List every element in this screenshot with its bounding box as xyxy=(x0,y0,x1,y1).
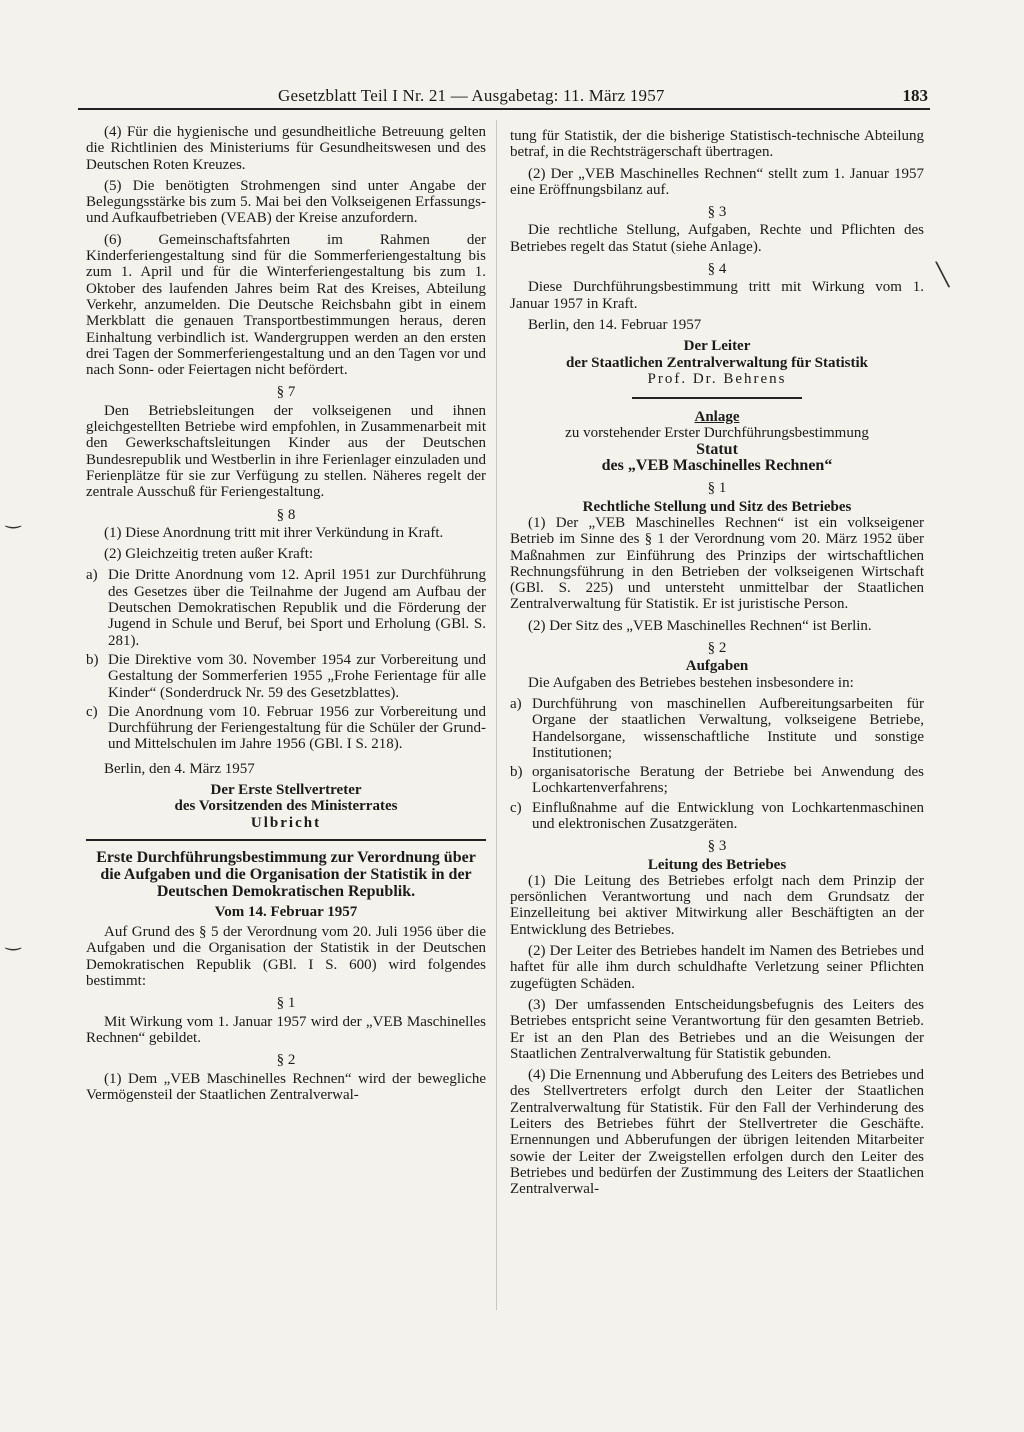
header-title: Gesetzblatt Teil I Nr. 21 — Ausgabetag: 11. März 1957 xyxy=(278,86,665,105)
statute-section-1-paragraph-2: (2) Der Sitz des „VEB Maschinelles Rechnen“ ist Berlin. xyxy=(528,617,872,634)
decree-section-2-text: (1) Dem „VEB Maschinelles Rechnen“ wird der bewegliche Vermögensteil der Staatlichen Zentralverwal- xyxy=(86,1070,486,1103)
list-item xyxy=(510,764,924,797)
list-item-text: Durchführung von maschinellen Aufbereitungsarbeiten für Organe der staatlichen Verwaltung, volkseigene Betriebe, Handelsorgane, wissenschaftliche Institute und sonstige Institutionen; xyxy=(532,695,924,761)
statute-section-1-heading: § 1 xyxy=(707,480,727,497)
signature-role-line-1: Der Leiter xyxy=(683,338,751,355)
margin-pen-mark: ╲ xyxy=(936,262,950,287)
signature-role-line-1: Der Erste Stellvertreter xyxy=(210,781,362,798)
list-item-label: a) xyxy=(86,567,98,584)
list-item xyxy=(510,800,924,833)
signature-date: Berlin, den 4. März 1957 xyxy=(104,760,255,777)
annex-divider xyxy=(632,397,802,399)
list-item-label: c) xyxy=(86,703,98,720)
decree-section-1-text: Mit Wirkung vom 1. Januar 1957 wird der „VEB Maschinelles Rechnen“ gebildet. xyxy=(86,1013,486,1046)
annex-title: Anlage xyxy=(694,409,740,426)
statute-section-3-paragraph-1: (1) Die Leitung des Betriebes erfolgt nach dem Prinzip der persönlichen Verantwortung und nach dem Grundsatz der Einzelleitung bei aktiver Mitwirkung aller Beschäftigten an der Entwicklung des Betriebes. xyxy=(510,872,924,938)
header-rule xyxy=(78,108,930,110)
section-7-heading: § 7 xyxy=(276,384,296,401)
paragraph-4: (4) Für die hygienische und gesundheitliche Betreuung gelten die Richtlinien des Ministeriums für Gesundheitswesen und des Deutschen Roten Kreuzes. xyxy=(86,124,486,173)
annex-subtitle: zu vorstehender Erster Durchführungsbestimmung xyxy=(565,425,869,442)
list-item xyxy=(86,567,486,648)
section-7-text: Den Betriebsleitungen der volkseigenen und ihnen gleichgestellten Betriebe wird empfohlen, in Zusammenarbeit mit den Gewerkschaftsleitungen Kinder aus der Deutschen Bundesrepublik und Westberlin in ihre Ferienlager einzuladen und Ferienplätze für sie zur Verfügung zu stellen. Näheres regelt der zentrale Ausschuß für Feriengestaltung. xyxy=(86,402,486,501)
margin-pen-mark: ‿ xyxy=(6,930,21,950)
statute-section-1-title: Rechtliche Stellung und Sitz des Betriebes xyxy=(582,498,852,515)
page-header xyxy=(78,84,928,110)
document-date: Vom 14. Februar 1957 xyxy=(214,903,358,920)
statute-section-1-paragraph-1: (1) Der „VEB Maschinelles Rechnen“ ist ein volkseigener Betrieb im Sinne des § 1 der Verordnung vom 20. März 1952 über Maßnahmen zur Einführung des Prinzips der wirtschaftlichen Rechnungsführung in den Betrieben der volkseigenen Wirtschaft (GBl. S. 225) und untersteht unmittelbar der Staatlichen Zentralverwaltung für Statistik. Er ist juristische Person. xyxy=(510,514,924,613)
signature-date: Berlin, den 14. Februar 1957 xyxy=(528,316,702,333)
statute-title: Statut xyxy=(696,440,738,458)
statute-section-3-paragraph-4: (4) Die Ernennung und Abberufung des Leiters des Betriebes und des Stellvertreters erfolgt durch den Leiter der Staatlichen Zentralverwaltung für Statistik. Für den Fall der Verhinderung des Leiters des Betriebes führt der Stellvertreter die Geschäfte. Ernennungen und Abberufungen der übrigen leitenden Mitarbeiter sowie der Leiter der Zweigstellen erfolgen durch den Leiter des Betriebes und bedürfen der Zustimmung des Leiters der Staatlichen Zentralverwal- xyxy=(510,1067,924,1198)
continuation-text: tung für Statistik, der die bisherige Statistisch-technische Abteilung betraf, in die Rechtsträgerschaft übertragen. xyxy=(510,128,924,161)
signature-role-line-2: der Staatlichen Zentralverwaltung für Statistik xyxy=(566,354,868,371)
list-item-text: Die Dritte Anordnung vom 12. April 1951 zur Durchführung des Gesetzes über die Teilnahme der Jugend am Aufbau der Deutschen Demokratischen Republik und die Förderung der Jugend in Schule und Beruf, bei Sport und Erholung (GBl. S. 281). xyxy=(108,567,486,649)
margin-pen-mark: ‿ xyxy=(6,508,21,528)
page-number: 183 xyxy=(902,86,928,105)
statute-section-2-intro: Die Aufgaben des Betriebes bestehen insbesondere in: xyxy=(528,674,854,691)
paragraph-6: (6) Gemeinschaftsfahrten im Rahmen der Kinderferiengestaltung sind für die Sommerferiengestaltung bis zum 1. April und für die Winterferiengestaltung bis zum 1. Oktober des laufenden Jahres beim Rat des Kreises, Abteilung Verkehr, anzumelden. Die Deutsche Reichsbahn gibt in einem Merkblatt die genauen Transportbestimmungen heraus, deren Einhaltung verbindlich ist. Wandergruppen werden an den ersten drei Tagen der Sommerferiengestaltung und an den Tagen vor und nach Sonn- oder Feiertagen nicht befördert. xyxy=(86,231,486,379)
document-intro: Auf Grund des § 5 der Verordnung vom 20. Juli 1956 über die Aufgaben und die Organisation der Statistik in der Deutschen Demokratischen Republik (GBl. I S. 600) wird folgendes bestimmt: xyxy=(86,924,486,990)
section-8-heading: § 8 xyxy=(276,506,296,523)
signature-role-line-2: des Vorsitzenden des Ministerrates xyxy=(174,798,398,815)
list-item-text: organisatorische Beratung der Betriebe bei Anwendung des Lochkartenverfahrens; xyxy=(532,764,924,797)
list-item-text: Die Anordnung vom 10. Februar 1956 zur Vorbereitung und Durchführung der Feriengestaltung für die Schüler der Grund- und Mittelschulen im Jahre 1956 (GBl. I S. 218). xyxy=(108,703,486,753)
statute-section-3-heading: § 3 xyxy=(707,838,727,855)
statute-section-3-paragraph-2: (2) Der Leiter des Betriebes handelt im Namen des Betriebes und haftet für alle ihm durch schuldhafte Verletzung seiner Pflichten zugefügten Schäden. xyxy=(510,943,924,992)
list-item-label: c) xyxy=(510,799,522,816)
section-8-paragraph-1: (1) Diese Anordnung tritt mit ihrer Verkündung in Kraft. xyxy=(104,524,444,541)
section-8-paragraph-2: (2) Gleichzeitig treten außer Kraft: xyxy=(104,546,314,563)
statute-section-2-title: Aufgaben xyxy=(685,658,749,675)
decree-section-4-text: Diese Durchführungsbestimmung tritt mit Wirkung vom 1. Januar 1957 in Kraft. xyxy=(510,279,924,312)
statute-section-3-title: Leitung des Betriebes xyxy=(647,856,787,873)
decree-section-2-paragraph-2: (2) Der „VEB Maschinelles Rechnen“ stellt zum 1. Januar 1957 eine Eröffnungsbilanz auf. xyxy=(510,165,924,198)
section-divider xyxy=(86,839,486,841)
document-title: Erste Durchführungsbestimmung zur Verordnung über die Aufgaben und die Organisation der Statistik in der Deutschen Demokratischen Republik. xyxy=(96,848,476,900)
paragraph-5: (5) Die benötigten Strohmengen sind unter Angabe der Belegungsstärke bis zum 5. Mai bei den Volkseigenen Erfassungs- und Aufkaufbetrieben (VEAB) der Kreise anzufordern. xyxy=(86,177,486,227)
signature-name: Ulbricht xyxy=(250,814,322,831)
list-item xyxy=(86,704,486,753)
decree-section-3-text: Die rechtliche Stellung, Aufgaben, Rechte und Pflichten des Betriebes regelt das Statut (siehe Anlage). xyxy=(510,222,924,255)
list-item xyxy=(86,652,486,701)
statute-section-3-paragraph-3: (3) Der umfassenden Entscheidungsbefugnis des Leiters des Betriebes entspricht seine Verantwortung für den gesamten Betrieb. Er ist an den Plan des Betriebes und an die Weisungen der Staatlichen Zentralverwaltung für Statistik gebunden. xyxy=(510,996,924,1062)
left-column xyxy=(86,124,486,1108)
list-item-text: Die Direktive vom 30. November 1954 zur Vorbereitung und Gestaltung der Sommerferien 1955 „Frohe Ferientage für alle Kinder“ (Sonderdruck Nr. 59 des Gesetzblattes). xyxy=(108,651,486,701)
decree-section-4-heading: § 4 xyxy=(707,261,727,278)
decree-section-3-heading: § 3 xyxy=(707,204,727,221)
right-column xyxy=(510,128,924,1203)
decree-section-2-heading: § 2 xyxy=(276,1052,296,1069)
signature-name: Prof. Dr. Behrens xyxy=(647,370,787,387)
list-item-text: Einflußnahme auf die Entwicklung von Lochkartenmaschinen und elektronischen Zusatzgeräten. xyxy=(532,799,924,832)
column-divider xyxy=(496,120,497,1310)
list-item-label: b) xyxy=(86,651,99,668)
list-item-label: b) xyxy=(510,764,523,781)
list-item xyxy=(510,696,924,761)
decree-section-1-heading: § 1 xyxy=(276,995,296,1012)
statute-of: des „VEB Maschinelles Rechnen“ xyxy=(601,457,833,475)
list-item-label: a) xyxy=(510,695,522,712)
statute-section-2-heading: § 2 xyxy=(707,640,727,657)
